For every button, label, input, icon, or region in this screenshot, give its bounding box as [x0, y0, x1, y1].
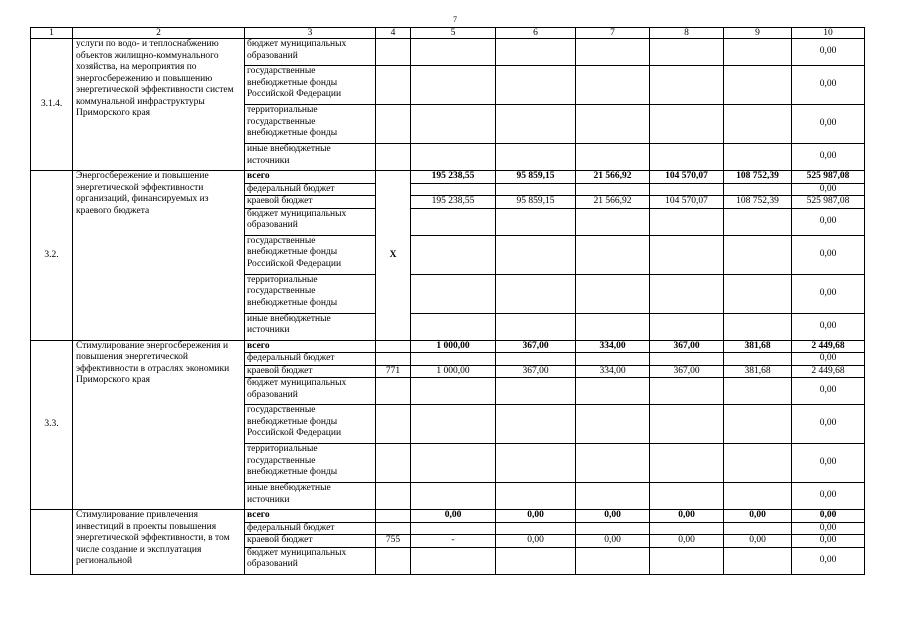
table-row	[31, 39, 865, 66]
total-cell: 0,00	[792, 274, 865, 313]
total-cell: 0,00	[792, 183, 865, 196]
value-cell: 0,00	[724, 535, 792, 548]
source-label: краевой бюджет	[245, 196, 376, 209]
value-cell: 0,00	[650, 510, 724, 523]
total-cell: 0,00	[792, 405, 865, 444]
col-header: 2	[73, 28, 245, 39]
value-cell: 0,00	[724, 510, 792, 523]
value-cell: 1 000,00	[411, 365, 496, 378]
value-cell: 0,00	[496, 510, 576, 523]
total-cell: 0,00	[792, 535, 865, 548]
total-cell: 0,00	[792, 522, 865, 535]
source-label: территориальные государственные внебюджетные фонды	[245, 274, 376, 313]
table-row	[31, 510, 865, 523]
section-number: 3.2.	[31, 171, 73, 341]
value-cell: 367,00	[496, 340, 576, 353]
col-header: 6	[496, 28, 576, 39]
value-cell: 195 238,55	[411, 171, 496, 184]
total-cell: 0,00	[792, 39, 865, 66]
source-label: государственные внебюджетные фонды Российской Федерации	[245, 405, 376, 444]
source-label: территориальные государственные внебюджетные фонды	[245, 105, 376, 144]
source-label: краевой бюджет	[245, 535, 376, 548]
total-cell: 0,00	[792, 378, 865, 405]
source-label: всего	[245, 340, 376, 353]
col-header: 4	[376, 28, 411, 39]
col-header: 3	[245, 28, 376, 39]
section-number: 3.3.	[31, 340, 73, 510]
value-cell: 0,00	[576, 510, 650, 523]
col-header: 8	[650, 28, 724, 39]
col4-value: Х	[376, 171, 411, 341]
value-cell: 381,68	[724, 340, 792, 353]
col-header: 9	[724, 28, 792, 39]
table-row	[31, 171, 865, 184]
value-cell: 0,00	[576, 535, 650, 548]
budget-table	[30, 27, 865, 575]
source-label: государственные внебюджетные фонды Российской Федерации	[245, 66, 376, 105]
value-cell: 0,00	[496, 535, 576, 548]
col-header: 5	[411, 28, 496, 39]
value-cell: 95 859,15	[496, 171, 576, 184]
source-label: бюджет муниципальных образований	[245, 208, 376, 235]
total-cell: 0,00	[792, 208, 865, 235]
total-cell: 2 449,68	[792, 340, 865, 353]
col4-value: 771	[376, 365, 411, 378]
source-label: бюджет муниципальных образований	[245, 39, 376, 66]
source-label: всего	[245, 171, 376, 184]
section-number	[31, 510, 73, 575]
section-description: Энергосбережение и повышение энергетической эффективности организаций, финансируемых из краевого бюджета	[73, 171, 245, 341]
total-cell: 0,00	[792, 313, 865, 340]
header-row	[31, 28, 865, 39]
col4-value: 755	[376, 535, 411, 548]
source-label: краевой бюджет	[245, 365, 376, 378]
total-cell: 0,00	[792, 510, 865, 523]
source-label: бюджет муниципальных образований	[245, 378, 376, 405]
value-cell: 0,00	[650, 535, 724, 548]
total-cell: 525 987,08	[792, 196, 865, 209]
total-cell: 0,00	[792, 444, 865, 483]
total-cell: 0,00	[792, 144, 865, 171]
table-row	[31, 340, 865, 353]
section-number: 3.1.4.	[31, 39, 73, 171]
total-cell: 0,00	[792, 353, 865, 366]
col-header: 1	[31, 28, 73, 39]
source-label: всего	[245, 510, 376, 523]
source-label: государственные внебюджетные фонды Российской Федерации	[245, 235, 376, 274]
total-cell: 525 987,08	[792, 171, 865, 184]
value-cell: 108 752,39	[724, 171, 792, 184]
value-cell: 104 570,07	[650, 196, 724, 209]
source-label: иные внебюджетные источники	[245, 313, 376, 340]
col-header: 10	[792, 28, 865, 39]
total-cell: 0,00	[792, 483, 865, 510]
value-cell: 334,00	[576, 365, 650, 378]
value-cell: 1 000,00	[411, 340, 496, 353]
value-cell: 104 570,07	[650, 171, 724, 184]
source-label: иные внебюджетные источники	[245, 144, 376, 171]
page-number: 7	[453, 15, 457, 24]
source-label: федеральный бюджет	[245, 183, 376, 196]
value-cell: 367,00	[650, 340, 724, 353]
value-cell: 21 566,92	[576, 196, 650, 209]
value-cell: 381,68	[724, 365, 792, 378]
total-cell: 0,00	[792, 105, 865, 144]
value-cell: 367,00	[496, 365, 576, 378]
total-cell: 0,00	[792, 235, 865, 274]
value-cell: 0,00	[411, 510, 496, 523]
source-label: иные внебюджетные источники	[245, 483, 376, 510]
value-cell: 108 752,39	[724, 196, 792, 209]
col-header: 7	[576, 28, 650, 39]
value-cell: -	[411, 535, 496, 548]
source-label: федеральный бюджет	[245, 522, 376, 535]
total-cell: 0,00	[792, 66, 865, 105]
value-cell: 334,00	[576, 340, 650, 353]
value-cell: 367,00	[650, 365, 724, 378]
source-label: бюджет муниципальных образований	[245, 547, 376, 574]
total-cell: 0,00	[792, 547, 865, 574]
value-cell: 195 238,55	[411, 196, 496, 209]
source-label: федеральный бюджет	[245, 353, 376, 366]
source-label: территориальные государственные внебюджетные фонды	[245, 444, 376, 483]
section-description: Стимулирование привлечения инвестиций в проекты повышения энергетической эффективности, в том числе создание и эксплуатация региональной	[73, 510, 245, 575]
section-description: Стимулирование энергосбережения и повышения энергетической эффективности в отраслях экономики Приморского края	[73, 340, 245, 510]
value-cell: 95 859,15	[496, 196, 576, 209]
section-description: услуги по водо- и теплоснабжению объектов жилищно-коммунального хозяйства, на мероприятия по энергосбережению и повышению энергетической эффективности систем коммунальной инфраструктуры Приморского края	[73, 39, 245, 171]
value-cell: 21 566,92	[576, 171, 650, 184]
total-cell: 2 449,68	[792, 365, 865, 378]
